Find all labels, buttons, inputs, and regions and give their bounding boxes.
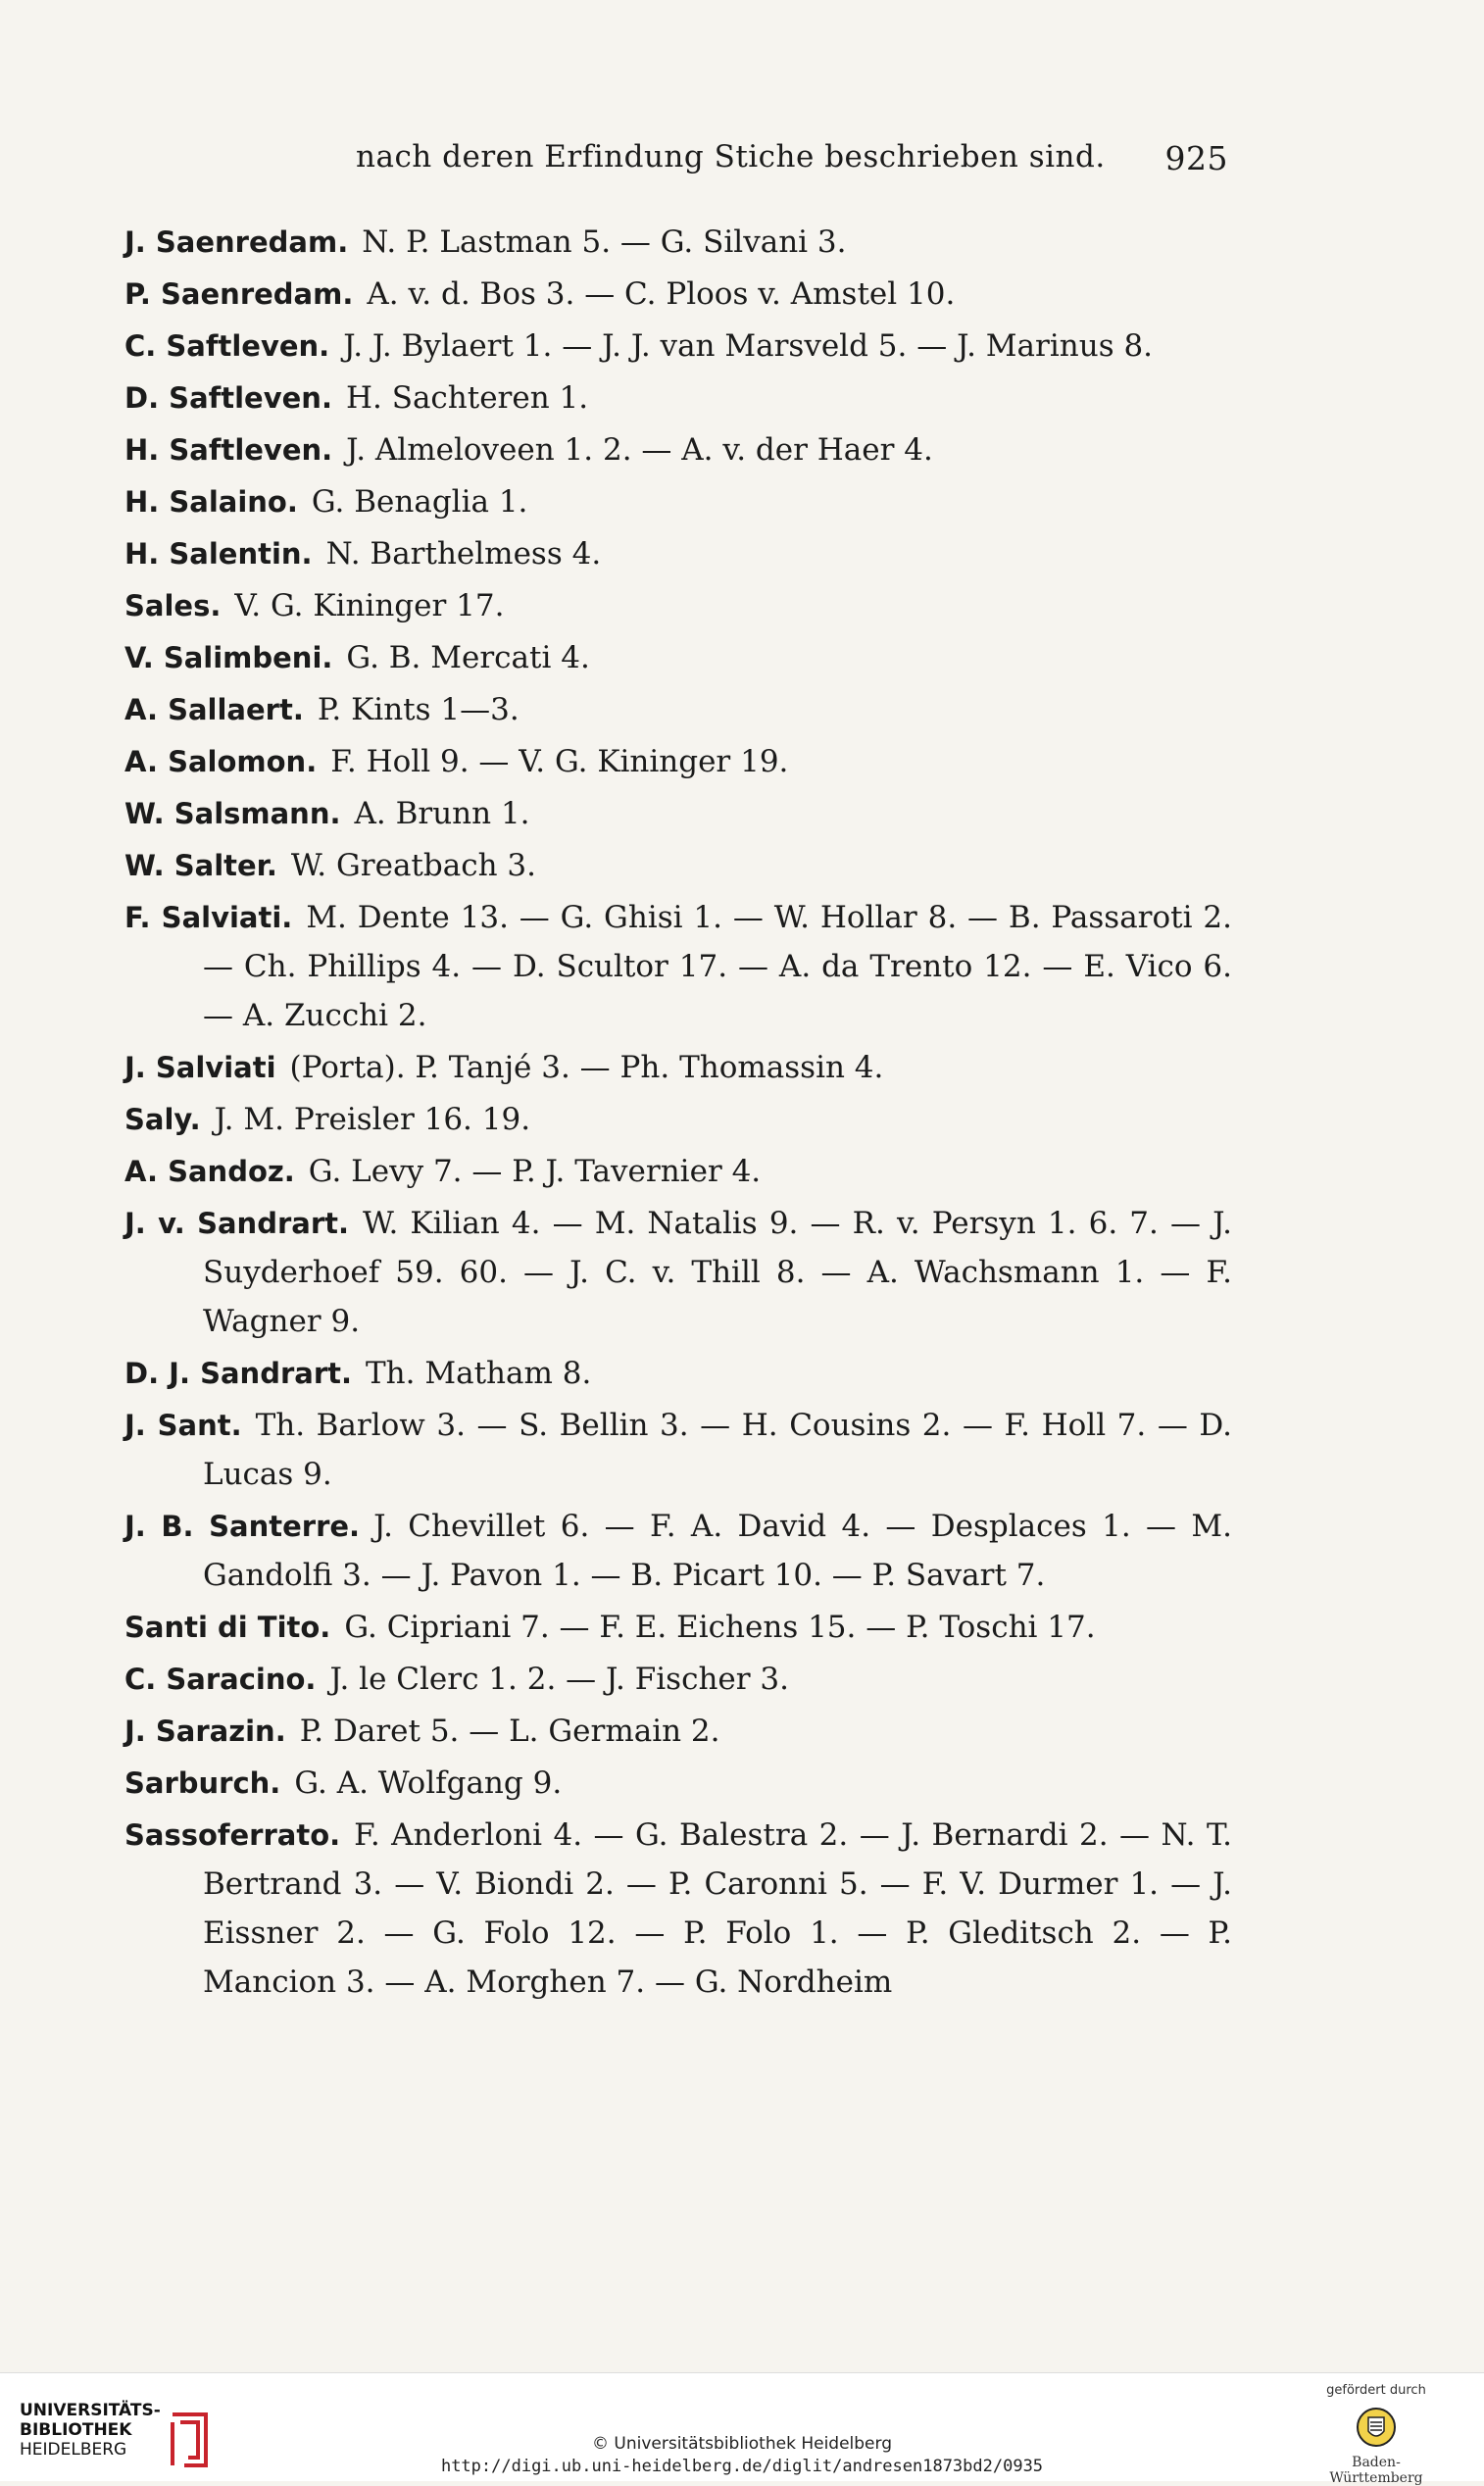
engraver-list: N. P. Lastman 5. — G. Silvani 3. xyxy=(362,224,847,260)
artist-name: Santi di Tito. xyxy=(124,1611,331,1644)
engraver-list: Th. Matham 8. xyxy=(366,1356,592,1391)
engraver-list: J. M. Preisler 16. 19. xyxy=(214,1102,531,1137)
engraver-list: W. Greatbach 3. xyxy=(290,848,536,883)
engraver-list: P. Kints 1—3. xyxy=(317,692,519,727)
index-entry xyxy=(124,1199,1232,1346)
artist-name: J. Saenredam. xyxy=(124,225,349,259)
engraver-list: F. Holl 9. — V. G. Kininger 19. xyxy=(330,744,789,779)
engraver-list: G. B. Mercati 4. xyxy=(346,640,590,675)
artist-name: H. Saftleven. xyxy=(124,433,333,467)
engraver-list: H. Sachteren 1. xyxy=(345,380,589,416)
engraver-list: G. Levy 7. — P. J. Tavernier 4. xyxy=(308,1154,762,1189)
artist-name: J. B. Santerre. xyxy=(124,1510,361,1543)
index-entry xyxy=(124,1349,1232,1398)
artist-name: Sarburch. xyxy=(124,1766,281,1800)
artist-name: D. Saftleven. xyxy=(124,381,332,415)
engraver-list: W. Kilian 4. — M. Natalis 9. — R. v. Persyn 1. 6. 7. — J. Suyderhoef 59. 60. — J. C. v. Thill 8. — A. Wachsmann 1. — F. Wagner 9. xyxy=(203,1206,1232,1339)
library-name-line1: UNIVERSITÄTS- xyxy=(20,2401,161,2420)
engraver-list: J. Almeloveen 1. 2. — A. v. der Haer 4. xyxy=(346,432,933,468)
index-entry xyxy=(124,373,1232,423)
index-entry xyxy=(124,1502,1232,1600)
index-entry xyxy=(124,737,1232,786)
index-entries xyxy=(124,218,1232,2010)
engraver-list: P. Daret 5. — L. Germain 2. xyxy=(299,1714,720,1749)
engraver-list: J. J. Bylaert 1. — J. J. van Marsveld 5. — J. Marinus 8. xyxy=(343,328,1154,364)
index-entry xyxy=(124,581,1232,630)
engraver-list: V. G. Kininger 17. xyxy=(234,588,505,623)
engraver-list: (Porta). P. Tanjé 3. — Ph. Thomassin 4. xyxy=(289,1050,884,1085)
artist-name: P. Saenredam. xyxy=(124,277,354,311)
index-entry xyxy=(124,425,1232,474)
engraver-list: N. Barthelmess 4. xyxy=(325,536,602,572)
artist-name: C. Saracino. xyxy=(124,1663,317,1696)
engraver-list: G. Cipriani 7. — F. E. Eichens 15. — P. Toschi 17. xyxy=(344,1610,1096,1645)
index-entry xyxy=(124,789,1232,838)
engraver-list: A. Brunn 1. xyxy=(354,796,530,831)
engraver-list: G. Benaglia 1. xyxy=(311,484,528,520)
index-entry xyxy=(124,1043,1232,1092)
artist-name: J. v. Sandrart. xyxy=(124,1207,349,1240)
artist-name: D. J. Sandrart. xyxy=(124,1357,352,1390)
engraver-list: M. Dente 13. — G. Ghisi 1. — W. Hollar 8. — B. Passaroti 2. — Ch. Phillips 4. — D. Scultor 17. — A. da Trento 12. — E. Vico 6. — A. Zucchi 2. xyxy=(203,900,1232,1033)
artist-name: A. Sallaert. xyxy=(124,693,304,726)
artist-name: H. Salentin. xyxy=(124,537,313,571)
index-entry xyxy=(124,841,1232,890)
artist-name: F. Salviati. xyxy=(124,901,293,934)
index-entry xyxy=(124,218,1232,267)
index-entry xyxy=(124,1401,1232,1499)
index-entry xyxy=(124,1707,1232,1756)
artist-name: W. Salter. xyxy=(124,849,277,882)
artist-name: A. Sandoz. xyxy=(124,1155,295,1188)
header-title: nach deren Erfindung Stiche beschrieben sind. xyxy=(356,139,1106,174)
funder-name: Baden-Württemberg xyxy=(1329,2455,1423,2486)
artist-name: W. Salsmann. xyxy=(124,797,341,830)
running-header xyxy=(356,139,1228,178)
index-entry xyxy=(124,1655,1232,1704)
index-entry xyxy=(124,1147,1232,1196)
artist-name: C. Saftleven. xyxy=(124,329,330,363)
index-entry xyxy=(124,633,1232,682)
funder-block[interactable] xyxy=(1308,2383,1445,2486)
engraver-list: J. le Clerc 1. 2. — J. Fischer 3. xyxy=(329,1662,790,1697)
engraver-list: J. Chevillet 6. — F. A. David 4. — Desplaces 1. — M. Gandolfi 3. — J. Pavon 1. — B. Picart 10. — P. Savart 7. xyxy=(203,1509,1233,1593)
artist-name: J. Sant. xyxy=(124,1409,242,1442)
funded-by-label: gefördert durch xyxy=(1326,2383,1426,2398)
index-entry xyxy=(124,529,1232,578)
copyright-text: © Universitätsbibliothek Heidelberg xyxy=(591,2434,892,2454)
library-name-line3: HEIDELBERG xyxy=(20,2440,127,2460)
index-entry xyxy=(124,1603,1232,1652)
index-entry xyxy=(124,685,1232,734)
engraver-list: Th. Barlow 3. — S. Bellin 3. — H. Cousins 2. — F. Holl 7. — D. Lucas 9. xyxy=(203,1408,1232,1492)
index-entry xyxy=(124,322,1232,371)
index-entry xyxy=(124,1095,1232,1144)
artist-name: J. Salviati xyxy=(124,1051,276,1084)
artist-name: J. Sarazin. xyxy=(124,1715,286,1748)
permalink-url[interactable]: http://digi.ub.uni-heidelberg.de/diglit/andresen1873bd2/0935 xyxy=(440,2457,1044,2476)
engraver-list: G. A. Wolfgang 9. xyxy=(294,1765,563,1801)
coat-of-arms-icon xyxy=(1357,2406,1396,2449)
artist-name: A. Salomon. xyxy=(124,745,318,778)
artist-name: Sassoferrato. xyxy=(124,1818,341,1852)
index-entry xyxy=(124,270,1232,319)
index-entry xyxy=(124,1759,1232,1808)
index-entry xyxy=(124,477,1232,526)
artist-name: H. Salaino. xyxy=(124,485,298,519)
library-name-line2: BIBLIOTHEK xyxy=(20,2420,132,2440)
artist-name: Saly. xyxy=(124,1103,201,1136)
artist-name: Sales. xyxy=(124,589,222,622)
index-entry xyxy=(124,1811,1232,2007)
engraver-list: F. Anderloni 4. — G. Balestra 2. — J. Bernardi 2. — N. T. Bertrand 3. — V. Biondi 2. — P. Caronni 5. — F. V. Durmer 1. — J. Eissner 2. — G. Folo 12. — P. Folo 1. — P. Gleditsch 2. — P. Mancion 3. — A. Morghen 7. — G. Nordheim xyxy=(203,1817,1232,2000)
artist-name: V. Salimbeni. xyxy=(124,641,333,674)
footer-bar xyxy=(0,2372,1484,2486)
engraver-list: A. v. d. Bos 3. — C. Ploos v. Amstel 10. xyxy=(367,276,956,312)
page-number: 925 xyxy=(1164,139,1228,177)
index-entry xyxy=(124,893,1232,1040)
